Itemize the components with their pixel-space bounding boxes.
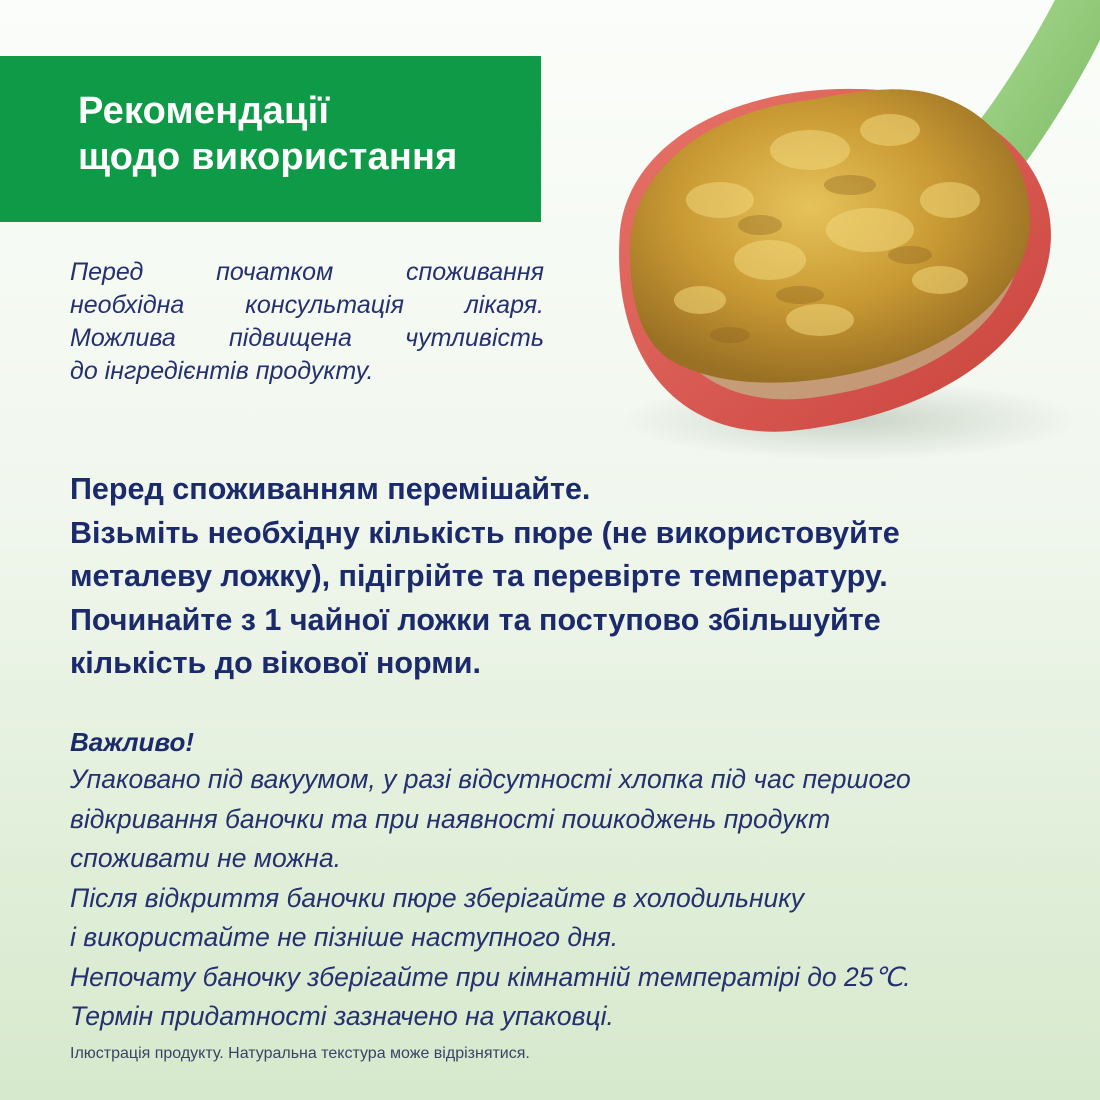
important-line: і використайте не пізніше наступного дня.	[70, 922, 619, 952]
important-text	[70, 760, 1060, 1037]
doctor-note-line: Перед початком споживання	[70, 258, 544, 286]
important-line: Непочату баночку зберігайте при кімнатній температірі до 25℃.	[70, 961, 911, 992]
illustration-disclaimer: Ілюстрація продукту. Натуральна текстура може відрізнятися.	[70, 1045, 530, 1062]
doctor-note-line: до інгредієнтів продукту.	[70, 357, 374, 385]
important-line: відкривання баночки та при наявності пошкоджень продукт	[70, 803, 831, 834]
important-line: споживати не можна.	[70, 843, 342, 873]
important-line: Упаковано під вакуумом, у разі відсутності хлопка під час першого	[70, 764, 911, 794]
instruction-line: металеву ложку), підігрійте та перевірте температуру.	[70, 559, 888, 593]
doctor-note	[70, 256, 544, 388]
title-line-2: щодо використання	[78, 136, 458, 178]
title-banner	[0, 56, 541, 222]
spoon-with-puree-image	[560, 0, 1100, 470]
title-line-1: Рекомендації	[78, 90, 330, 132]
instruction-line: Починайте з 1 чайної ложки та поступово збільшуйте	[70, 602, 881, 637]
instruction-line: кількість до вікової норми.	[70, 646, 482, 680]
instruction-line: Перед споживанням перемішайте.	[70, 472, 591, 506]
important-heading: Важливо!	[70, 727, 195, 757]
instruction-line: Візьміть необхідну кількість пюре (не використовуйте	[70, 515, 900, 550]
important-line: Після відкриття баночки пюре зберігайте в холодильнику	[70, 882, 805, 913]
doctor-note-line: Можлива підвищена чутливість	[70, 324, 544, 352]
important-line: Термін придатності зазначено на упаковці.	[70, 1001, 614, 1031]
doctor-note-line: необхідна консультація лікаря.	[70, 291, 544, 319]
usage-instructions	[70, 468, 1060, 686]
